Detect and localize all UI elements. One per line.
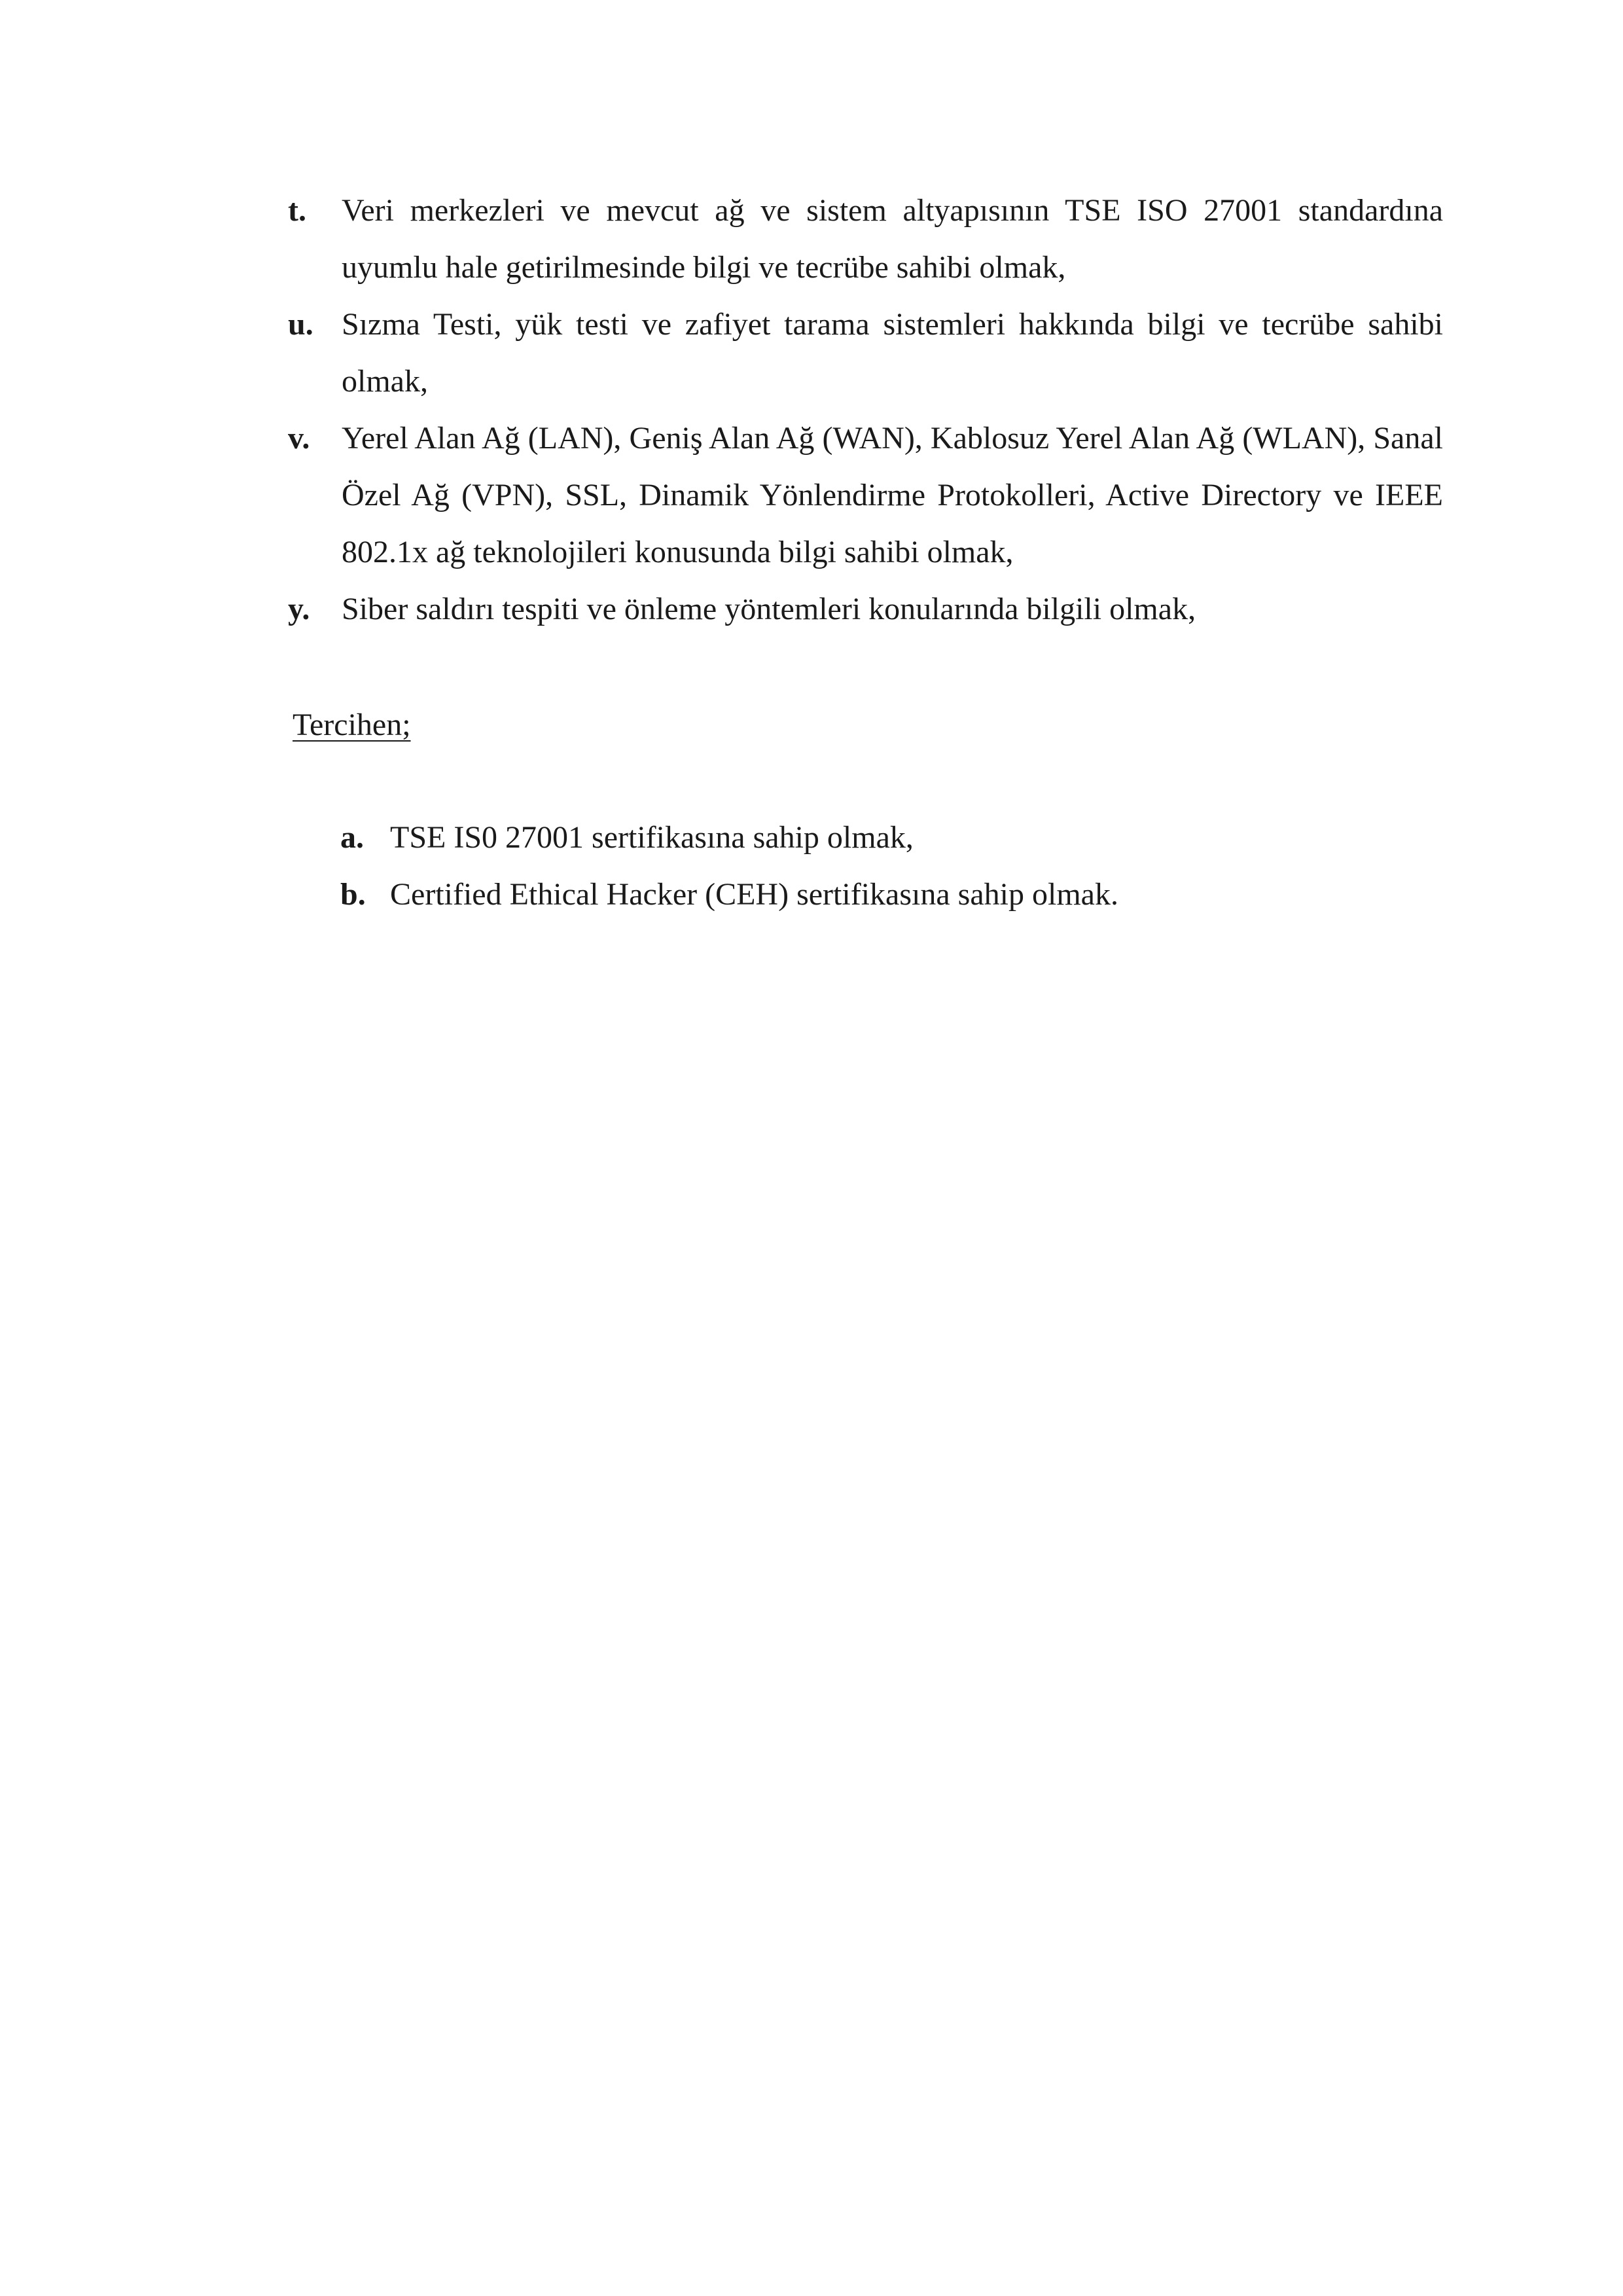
list-item xyxy=(288,581,1443,637)
preferred-list xyxy=(340,809,1453,923)
list-item-text: Siber saldırı tespiti ve önleme yöntemleri konularında bilgili olmak, xyxy=(342,592,1196,626)
list-item xyxy=(288,410,1443,581)
requirements-list xyxy=(288,182,1443,637)
list-item-text: Certified Ethical Hacker (CEH) sertifikasına sahip olmak. xyxy=(390,877,1118,912)
list-item-text: Sızma Testi, yük testi ve zafiyet tarama sistemleri hakkında bilgi ve tecrübe sahibi olmak, xyxy=(342,307,1443,399)
list-marker: a. xyxy=(340,820,364,855)
list-item-text: Yerel Alan Ağ (LAN), Geniş Alan Ağ (WAN), Kablosuz Yerel Alan Ağ (WLAN), Sanal Özel Ağ (VPN), SSL, Dinamik Yönlendirme Protokolleri, Active Directory ve IEEE 802.1x ağ teknolojileri konusunda bilgi sahibi olmak, xyxy=(342,421,1443,569)
list-item-text: TSE IS0 27001 sertifikasına sahip olmak, xyxy=(390,820,914,855)
preferred-heading: Tercihen; xyxy=(293,708,411,742)
list-marker: y. xyxy=(288,592,310,626)
list-item xyxy=(288,182,1443,296)
list-marker: v. xyxy=(288,421,310,456)
list-item xyxy=(340,866,1453,923)
list-marker: u. xyxy=(288,307,313,342)
list-item-text: Veri merkezleri ve mevcut ağ ve sistem altyapısının TSE ISO 27001 standardına uyumlu hale getirilmesinde bilgi ve tecrübe sahibi olmak, xyxy=(342,193,1443,285)
list-marker: t. xyxy=(288,193,306,228)
list-item xyxy=(288,296,1443,410)
list-item xyxy=(340,809,1453,866)
list-marker: b. xyxy=(340,877,366,912)
